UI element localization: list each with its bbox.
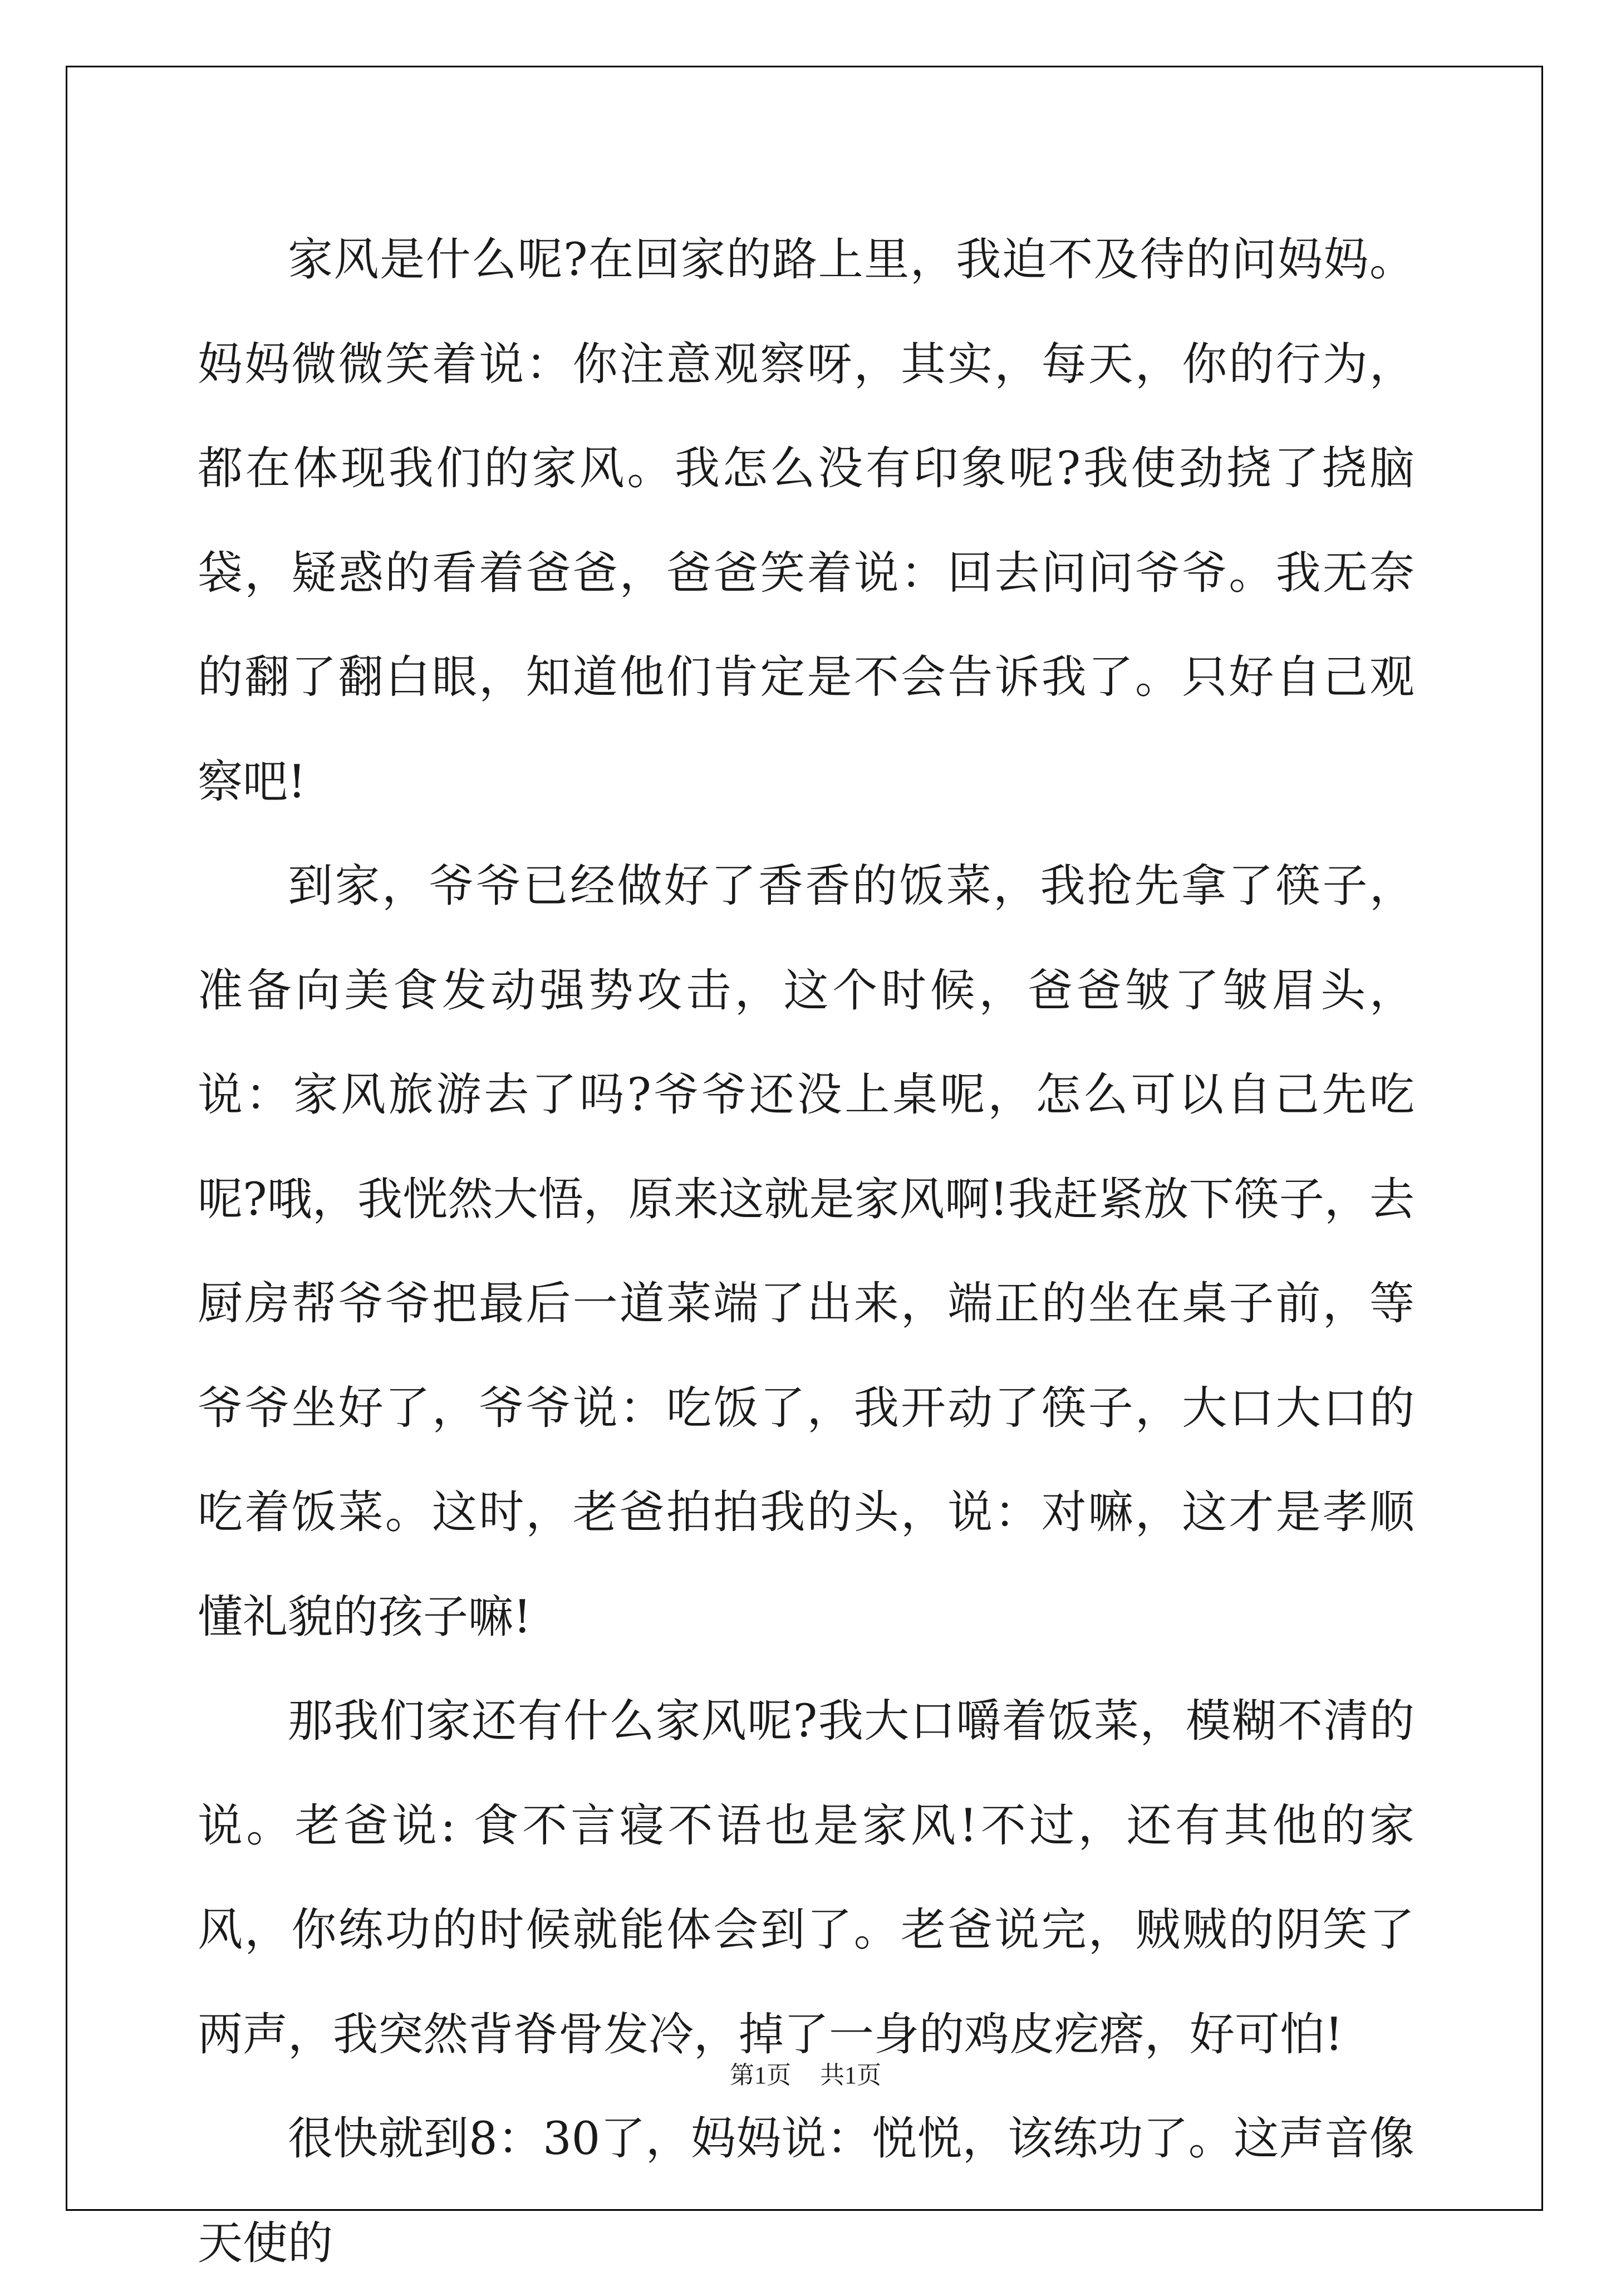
document-body — [198, 208, 1414, 2296]
paragraph-2: 到家，爷爷已经做好了香香的饭菜，我抢先拿了筷子，准备向美食发动强势攻击，这个时候，爸爸皱了皱眉头，说：家风旅游去了吗?爷爷还没上桌呢，怎么可以自己先吃呢?哦，我恍然大悟，原来这就是家风啊!我赶紧放下筷子，去厨房帮爷爷把最后一道菜端了出来，端正的坐在桌子前，等爷爷坐好了，爷爷说：吃饭了，我开动了筷子，大口大口的吃着饭菜。这时，老爸拍拍我的头，说：对嘛，这才是孝顺懂礼貌的孩子嘛! — [198, 860, 1414, 1643]
page-footer — [0, 2059, 1611, 2092]
paragraph-4: 很快就到8：30了，妈妈说：悦悦，该练功了。这声音像天使的 — [198, 2113, 1414, 2270]
paragraph-1: 家风是什么呢?在回家的路上里，我迫不及待的问妈妈。妈妈微微笑着说：你注意观察呀，其实，每天，你的行为，都在体现我们的家风。我怎么没有印象呢?我使劲挠了挠脑袋，疑惑的看着爸爸，爸爸笑着说：回去问问爷爷。我无奈的翻了翻白眼，知道他们肯定是不会告诉我了。只好自己观察吧! — [198, 234, 1414, 808]
page-number-total: 共1页 — [820, 2062, 881, 2089]
page-number-current: 第1页 — [730, 2062, 791, 2089]
paragraph-3: 那我们家还有什么家风呢?我大口嚼着饭菜，模糊不清的说。老爸说: 食不言寝不语也是家风!不过，还有其他的家风，你练功的时候就能体会到了。老爸说完，贼贼的阴笑了两声，我突然背脊骨发冷，掉了一身的鸡皮疙瘩，好可怕! — [198, 1695, 1414, 2061]
